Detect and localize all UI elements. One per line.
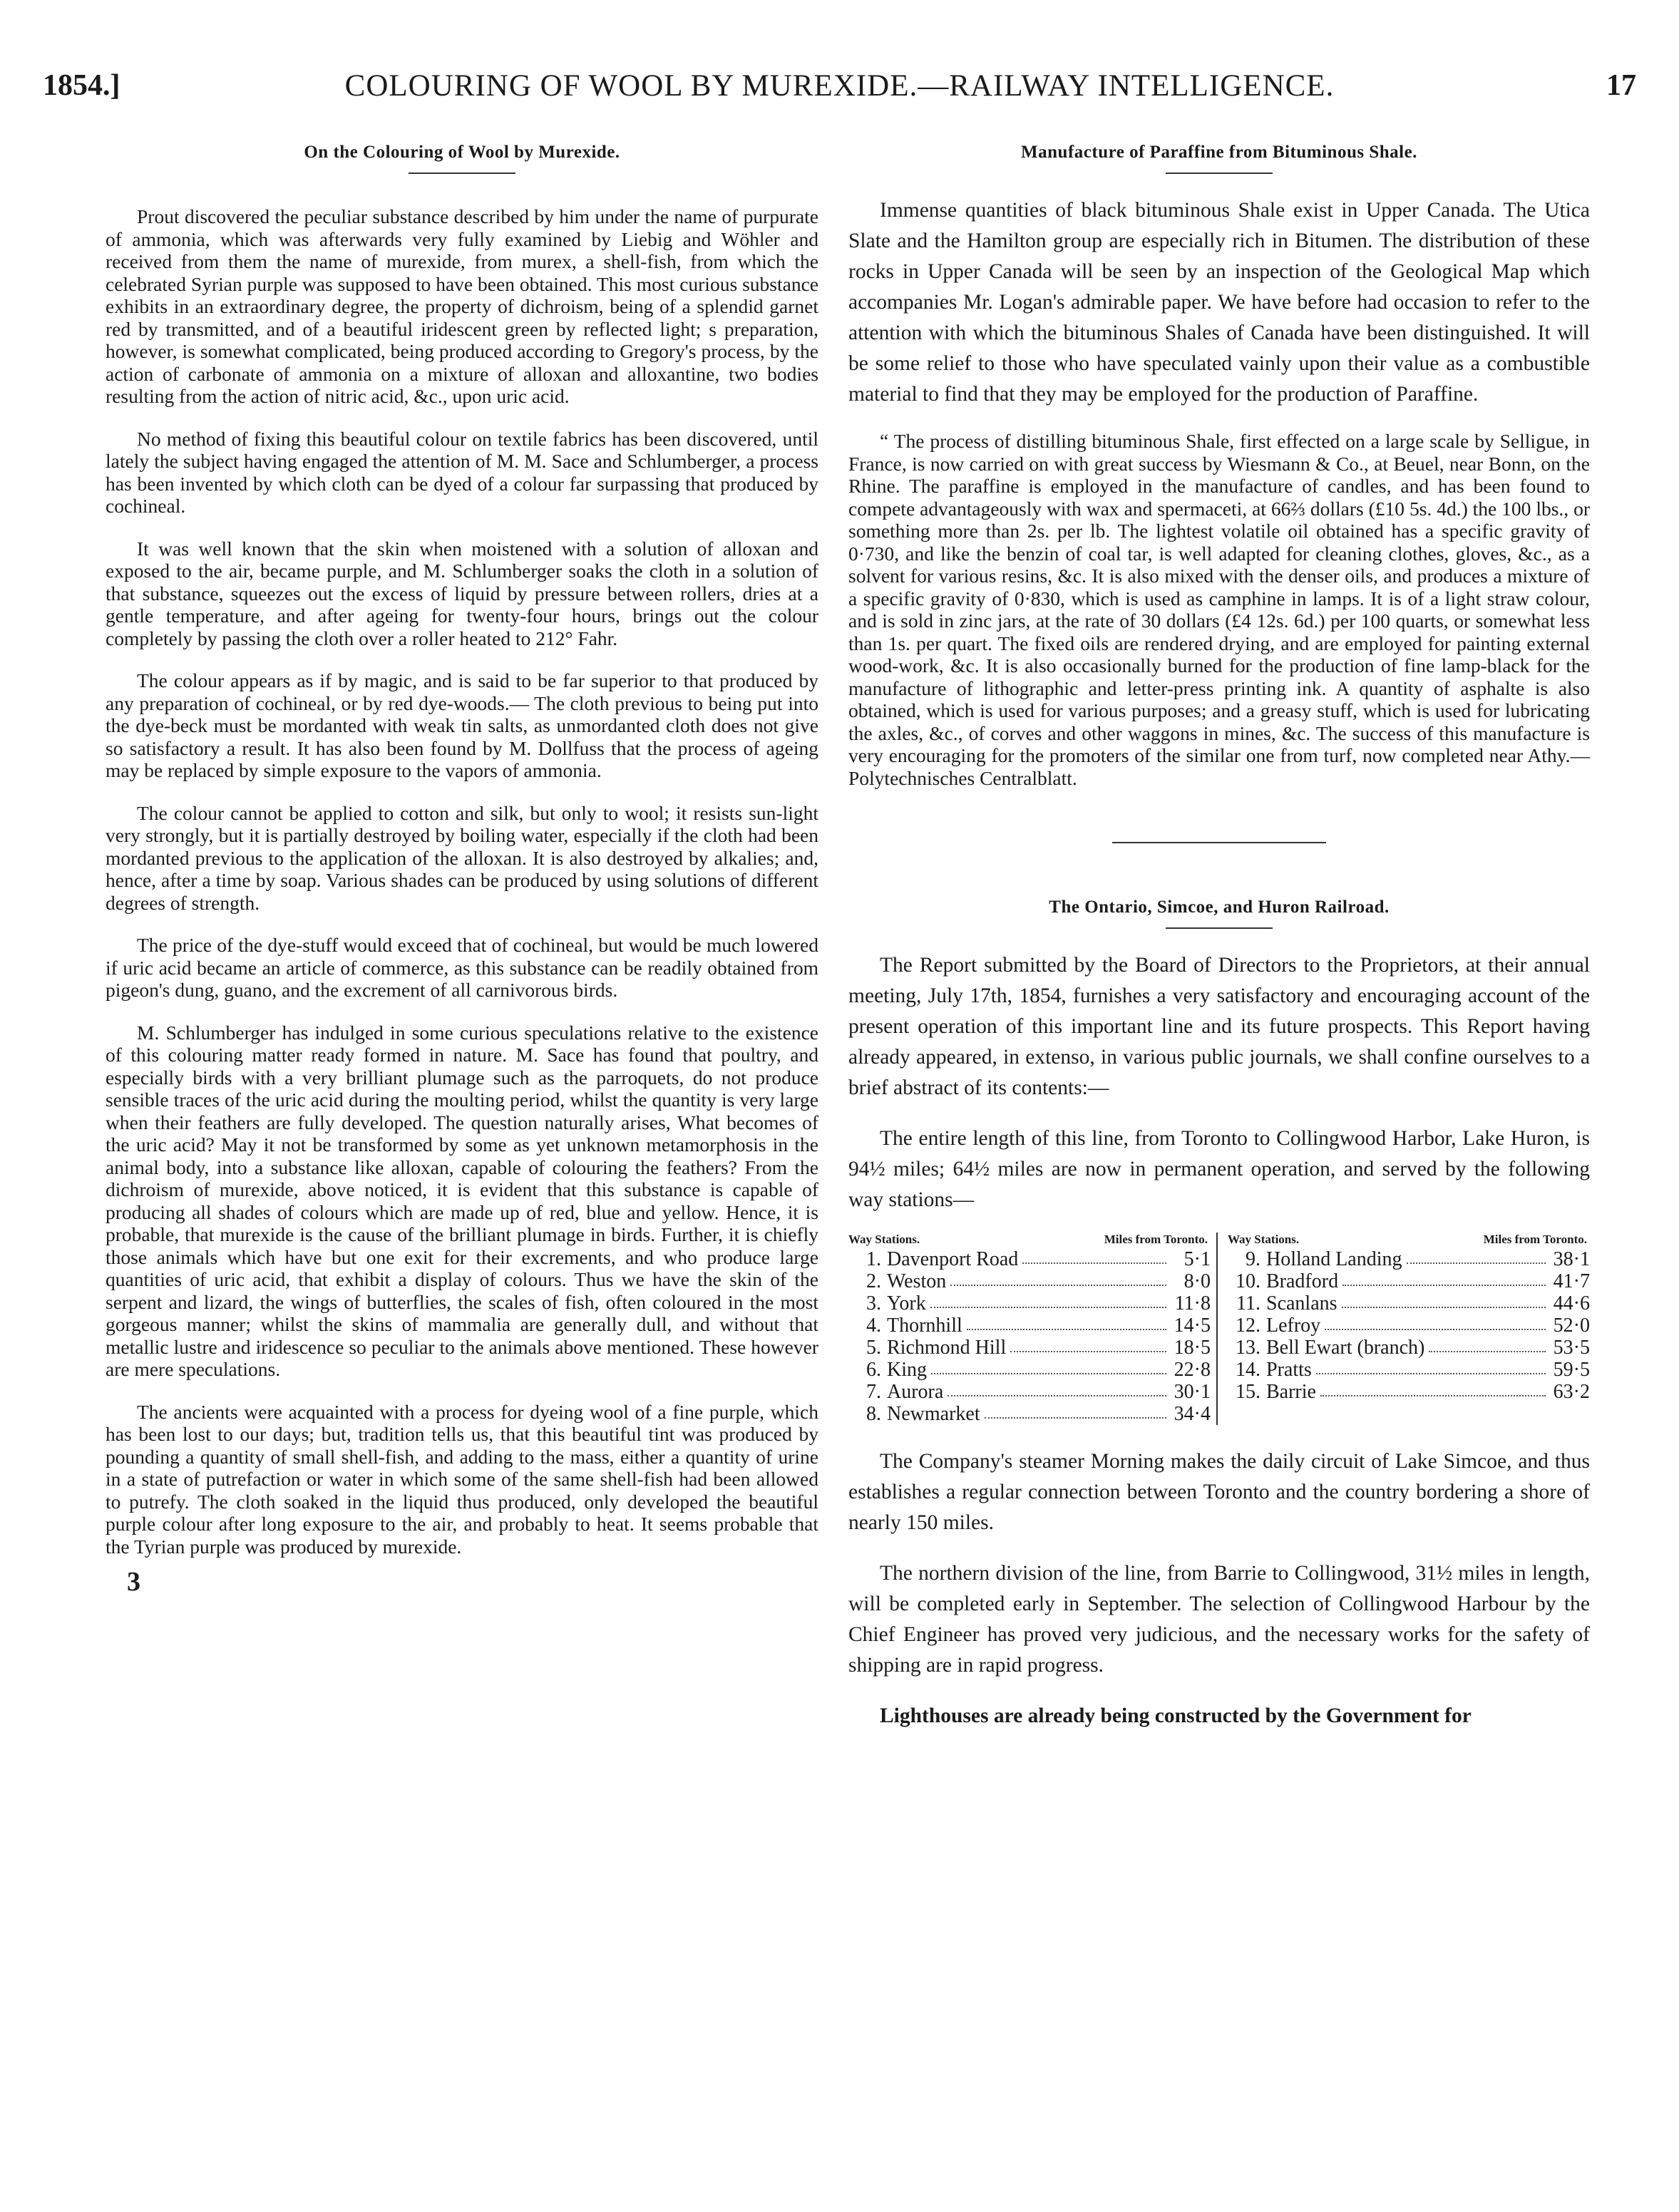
murexide-paragraph: No method of fixing this beautiful colour on textile fabrics has been discovered, until lately the subject having engaged the attention of M. M. Sace and Schlumberger, a process has been invented by which cloth can be dyed of a colour far surpassing that produced by cochineal. xyxy=(106,427,818,517)
station-number: 8. xyxy=(866,1403,881,1425)
header-miles: Miles from Toronto. xyxy=(1104,1233,1208,1246)
station-name: Weston xyxy=(887,1270,947,1292)
way-stations-table xyxy=(848,1233,1590,1425)
station-miles: 52·0 xyxy=(1553,1315,1590,1337)
station-number: 12. xyxy=(1236,1315,1260,1337)
station-row xyxy=(848,1292,1211,1315)
murexide-paragraph: The price of the dye-stuff would exceed that of cochineal, but would be much lowered if uric acid became an article of commerce, as this substance can be readily obtained from pigeon's dung, guano, and the excrement of all carnivorous birds. xyxy=(106,934,818,1001)
title-rule xyxy=(1166,173,1273,174)
dot-leader xyxy=(985,1403,1166,1419)
station-name: Pratts xyxy=(1266,1359,1312,1381)
station-name: Davenport Road xyxy=(887,1248,1019,1270)
station-name: King xyxy=(887,1359,927,1381)
dot-leader xyxy=(1316,1359,1546,1374)
station-name: Scanlans xyxy=(1266,1292,1337,1315)
title-rule xyxy=(409,173,515,174)
header-miles: Miles from Toronto. xyxy=(1483,1233,1587,1246)
station-number: 7. xyxy=(866,1381,881,1403)
station-miles: 30·1 xyxy=(1174,1381,1211,1403)
dot-leader xyxy=(1010,1337,1166,1352)
left-column xyxy=(106,143,818,1598)
station-row xyxy=(1228,1359,1590,1381)
station-row xyxy=(1228,1337,1590,1359)
station-row xyxy=(848,1381,1211,1403)
railroad-paragraph: The Company's steamer Morning makes the daily circuit of Lake Simcoe, and thus establishes a regular connection between Toronto and the country bordering a shore of nearly 150 miles. xyxy=(848,1450,1590,1534)
murexide-paragraph: Prout discovered the peculiar substance described by him under the name of purpurate of ammonia, which was afterwards very fully examined by Liebig and Wöhler and received from them the name of murexide, from murex, a shell-fish, from which the celebrated Syrian purple was supposed to have been obtained. This most curious substance exhibits in an extraordinary degree, the property of dichroism, being of a splendid garnet red by transmitted, and of a beautiful iridescent green by reflected light; s preparation, however, is somewhat complicated, being produced according to Gregory's process, by the action of carbonate of ammonia on a mixture of alloxan and alloxantine, two bodies resulting from the action of nitric acid, &c., upon uric acid. xyxy=(106,205,818,407)
station-name: Bell Ewart (branch) xyxy=(1266,1337,1425,1359)
station-row xyxy=(848,1337,1211,1359)
station-number: 2. xyxy=(866,1270,881,1292)
station-row xyxy=(848,1403,1211,1425)
murexide-paragraph: It was well known that the skin when moistened with a solution of alloxan and exposed to the air, became purple, and M. Schlumberger soaks the cloth in a solution of that substance, squeezes out the excess of liquid by pressure between rollers, dries at a gentle temperature, and after ageing for twenty-four hours, brings out the colour completely by passing the cloth over a roller heated to 212° Fahr. xyxy=(106,537,818,649)
station-miles: 38·1 xyxy=(1553,1248,1590,1270)
dot-leader xyxy=(1342,1292,1546,1308)
dot-leader xyxy=(950,1270,1166,1286)
station-miles: 41·7 xyxy=(1553,1270,1590,1292)
station-number: 3. xyxy=(866,1292,881,1315)
murexide-paragraph: The colour cannot be applied to cotton and silk, but only to wool; it resists sun-light very strongly, but it is partially destroyed by boiling water, especially if the cloth had been mordanted previous to the application of the alloxan. It is also destroyed by alkalies; and, hence, after a time by soap. Various shades can be produced by using solutions of different degrees of strength. xyxy=(106,801,818,914)
station-miles: 63·2 xyxy=(1553,1381,1590,1403)
station-name: Barrie xyxy=(1266,1381,1316,1403)
header-way-stations: Way Stations. xyxy=(848,1233,920,1246)
stations-header xyxy=(848,1233,1211,1247)
stations-header xyxy=(1228,1233,1590,1247)
dot-leader xyxy=(931,1359,1166,1374)
station-row xyxy=(848,1270,1211,1292)
station-name: Thornhill xyxy=(887,1315,962,1337)
station-miles: 53·5 xyxy=(1553,1337,1590,1359)
station-row xyxy=(848,1248,1211,1270)
station-row xyxy=(1228,1381,1590,1403)
railroad-paragraph: The entire length of this line, from Toronto to Collingwood Harbor, Lake Huron, is 94½ miles; 64½ miles are now in permanent operation, and served by the following way stations— xyxy=(848,1127,1590,1211)
station-name: Richmond Hill xyxy=(887,1337,1007,1359)
dot-leader xyxy=(948,1381,1166,1396)
station-miles: 11·8 xyxy=(1174,1292,1211,1315)
station-name: Aurora xyxy=(887,1381,944,1403)
dot-leader xyxy=(1022,1248,1166,1264)
dot-leader xyxy=(1407,1248,1546,1264)
station-name: Bradford xyxy=(1266,1270,1339,1292)
station-name: Newmarket xyxy=(887,1403,980,1425)
railroad-article-title: The Ontario, Simcoe, and Huron Railroad. xyxy=(1049,897,1390,917)
paraffine-article-title: Manufacture of Paraffine from Bituminous Shale. xyxy=(1021,143,1417,162)
dot-leader xyxy=(1429,1337,1546,1352)
railroad-paragraph: The northern division of the line, from Barrie to Collingwood, 31½ miles in length, will be completed early in September. The selection of Collingwood Harbour by the Chief Engineer has proved very judicious, and the necessary works for the safety of shipping are in rapid progress. xyxy=(848,1562,1590,1677)
dot-leader xyxy=(1325,1315,1546,1330)
signature-mark: 3 xyxy=(127,1567,140,1597)
station-miles: 8·0 xyxy=(1183,1270,1211,1292)
station-row xyxy=(1228,1270,1590,1292)
stations-column-left xyxy=(848,1233,1218,1425)
station-number: 10. xyxy=(1236,1270,1260,1292)
header-way-stations: Way Stations. xyxy=(1228,1233,1300,1246)
station-number: 14. xyxy=(1236,1359,1260,1381)
station-number: 11. xyxy=(1236,1292,1260,1315)
murexide-article-title: On the Colouring of Wool by Murexide. xyxy=(304,143,620,162)
station-miles: 22·8 xyxy=(1174,1359,1211,1381)
stations-column-right xyxy=(1218,1233,1590,1425)
station-miles: 14·5 xyxy=(1174,1315,1211,1337)
paraffine-quote: “ The process of distilling bituminous Shale, first effected on a large scale by Selligue, in France, is now carried on with great success by Wiesmann & Co., at Beuel, near Bonn, on the Rhine. The paraffine is employed in the manufacture of candles, and has been found to compete advantageously with wax and spermaceti, at 66⅔ dollars (£10 5s. 4d.) the 100 lbs., or something more than 2s. per lb. The lightest volatile oil obtained has a specific gravity of 0·730, and like the benzin of coal tar, is well adapted for cleaning clothes, gloves, &c., as a solvent for various resins, &c. It is also mixed with the denser oils, and produces a mixture of a specific gravity of 0·830, which is used as camphine in lamps. It is of a light straw colour, and is sold in zinc jars, at the rate of 30 dollars (£4 12s. 6d.) per 100 quarts, or somewhat less than 1s. per quart. The fixed oils are rendered drying, and are employed for painting external wood-work, &c. It is also occasionally burned for the production of fine lamp-black for the manufacture of lithographic and letter-press printing ink. A quantity of asphalte is also obtained, which is used for various purposes; and a greasy stuff, which is used for lubricating the axles, &c., of corves and other waggons in mines, &c. The success of this manufacture is very encouraging for the promoters of the similar one from turf, now completed near Athy.—Polytechnisches Centralblatt. xyxy=(848,430,1590,789)
station-row xyxy=(848,1315,1211,1337)
station-number: 4. xyxy=(866,1315,881,1337)
station-number: 9. xyxy=(1246,1248,1260,1270)
dot-leader xyxy=(930,1292,1166,1308)
murexide-paragraph: The colour appears as if by magic, and is said to be far superior to that produced by any preparation of cochineal, or by red dye-woods.— The cloth previous to being put into the dye-beck must be mordanted with weak tin salts, as unmordanted cloth does not give so satisfactory a result. It has also been found by M. Dollfuss that the process of ageing may be replaced by simple exposure to the vapors of ammonia. xyxy=(106,669,818,781)
paraffine-intro: Immense quantities of black bituminous Shale exist in Upper Canada. The Utica Slate and the Hamilton group are especially rich in Bitumen. The distribution of these rocks in Upper Canada will be seen by an inspection of the Geological Map which accompanies Mr. Logan's admirable paper. We have before had occasion to refer to the attention with which the bituminous Shales of Canada have been distinguished. It will be some relief to those who have speculated vainly upon their value as a combustible material to find that they may be employed for the production of Paraffine. xyxy=(848,199,1590,406)
right-column xyxy=(848,143,1590,1732)
section-divider xyxy=(1112,842,1326,843)
railroad-paragraph: The Report submitted by the Board of Directors to the Proprietors, at their annual meeting, July 17th, 1854, furnishes a very satisfactory and encouraging account of the present operation of this important line and its future prospects. This Report having already appeared, in extenso, in various public journals, we shall confine ourselves to a brief abstract of its contents:— xyxy=(848,954,1590,1099)
header-year: 1854.] xyxy=(43,69,120,102)
page-number: 17 xyxy=(1606,69,1636,102)
station-name: Lefroy xyxy=(1266,1315,1321,1337)
station-number: 15. xyxy=(1236,1381,1260,1403)
murexide-paragraph: M. Schlumberger has indulged in some curious speculations relative to the existence of this colouring matter ready formed in nature. M. Sace has found that poultry, and especially birds with a very brilliant plumage such as the parroquets, do not produce sensible traces of the uric acid during the moulting period, whilst the quantity is very large when their feathers are fully developed. The question naturally arises, What becomes of the uric acid? May it not be transformed by some as yet unknown metamorphosis in the animal body, into a substance like alloxan, capable of colouring the feathers? From the dichroism of murexide, above noticed, it is evident that this substance is capable of producing all shades of colours which are made up of red, blue and yellow. Hence, it is probable, that murexide is the cause of the brilliant plumage in birds. Further, it is chiefly those animals which have but one exit for their excrements, and who produce large quantities of uric acid, that exhibit a display of colours. Thus we have the skin of the serpent and lizard, the wings of butterflies, the scales of fish, often coloured in the most gorgeous manner; whilst the skins of mammalia are generally dull, and without that metallic lustre and iridescence so peculiar to the animals above mentioned. These however are mere speculations. xyxy=(106,1021,818,1380)
station-miles: 18·5 xyxy=(1174,1337,1211,1359)
station-miles: 5·1 xyxy=(1183,1248,1211,1270)
running-header xyxy=(43,68,1636,111)
station-row xyxy=(1228,1315,1590,1337)
station-name: York xyxy=(887,1292,926,1315)
station-row xyxy=(848,1359,1211,1381)
station-miles: 34·4 xyxy=(1174,1403,1211,1425)
station-number: 5. xyxy=(866,1337,881,1359)
station-number: 13. xyxy=(1236,1337,1260,1359)
murexide-paragraph: The ancients were acquainted with a process for dyeing wool of a fine purple, which has been lost to our days; but, tradition tells us, that this beautiful tint was produced by pounding a quantity of small shell-fish, and adding to the mass, either a quantity of urine in a state of putrefaction or water in which some of the same shell-fish had been allowed to putrefy. The cloth soaked in the liquid thus produced, only developed the beautiful purple colour after long exposure to the air, and probably to heat. It seems probable that the Tyrian purple was produced by murexide. xyxy=(106,1400,818,1558)
dot-leader xyxy=(1320,1381,1546,1396)
station-row xyxy=(1228,1292,1590,1315)
dot-leader xyxy=(967,1315,1166,1330)
railroad-paragraph-continued: Lighthouses are already being constructed by the Government for xyxy=(880,1704,1472,1727)
dot-leader xyxy=(1342,1270,1546,1286)
title-rule xyxy=(1166,927,1273,929)
station-number: 1. xyxy=(866,1248,881,1270)
station-number: 6. xyxy=(866,1359,881,1381)
station-name: Holland Landing xyxy=(1266,1248,1402,1270)
station-miles: 59·5 xyxy=(1553,1359,1590,1381)
station-miles: 44·6 xyxy=(1553,1292,1590,1315)
station-row xyxy=(1228,1248,1590,1270)
header-title: COLOURING OF WOOL BY MUREXIDE.—RAILWAY INTELLIGENCE. xyxy=(344,69,1335,103)
